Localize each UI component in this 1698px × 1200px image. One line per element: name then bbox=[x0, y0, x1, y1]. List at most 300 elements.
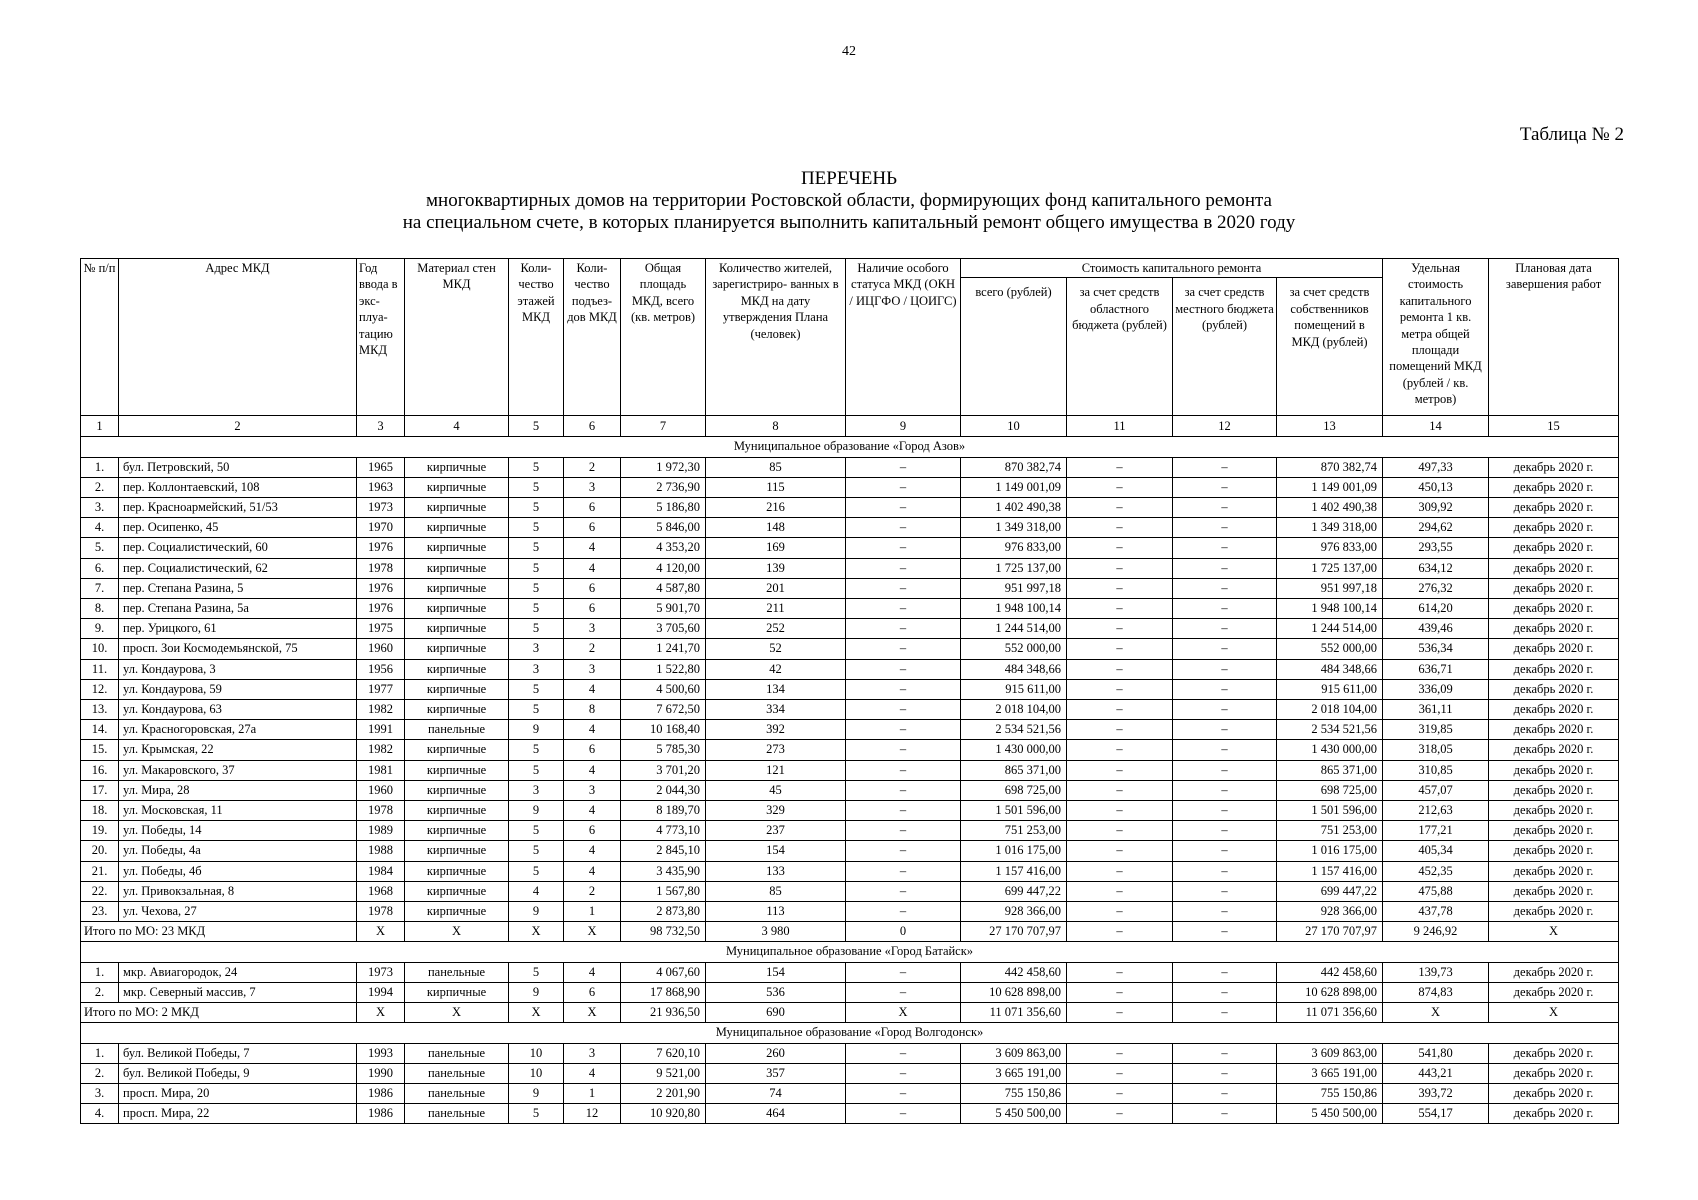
col-number: 9 bbox=[846, 416, 961, 437]
table-cell: – bbox=[846, 962, 961, 982]
table-cell: 14. bbox=[81, 720, 119, 740]
table-cell: пер. Степана Разина, 5 bbox=[119, 578, 357, 598]
table-cell: 169 bbox=[706, 538, 846, 558]
table-cell: – bbox=[1067, 801, 1173, 821]
table-cell: декабрь 2020 г. bbox=[1489, 659, 1619, 679]
table-cell: – bbox=[1173, 982, 1277, 1002]
table-cell: декабрь 2020 г. bbox=[1489, 982, 1619, 1002]
table-cell: 442 458,60 bbox=[961, 962, 1067, 982]
table-row bbox=[81, 578, 1619, 598]
table-cell: – bbox=[846, 1083, 961, 1103]
table-cell: 154 bbox=[706, 962, 846, 982]
table-cell: декабрь 2020 г. bbox=[1489, 740, 1619, 760]
total-cell: X bbox=[1489, 1003, 1619, 1023]
table-cell: 1 157 416,00 bbox=[1277, 861, 1383, 881]
table-row bbox=[81, 902, 1619, 922]
table-cell: ул. Чехова, 27 bbox=[119, 902, 357, 922]
table-cell: – bbox=[1067, 477, 1173, 497]
table-cell: 294,62 bbox=[1383, 518, 1489, 538]
header-c1: № п/п bbox=[81, 259, 119, 416]
total-label: Итого по МО: 2 МКД bbox=[81, 1003, 357, 1023]
table-cell: 2. bbox=[81, 1063, 119, 1083]
table-cell: – bbox=[1067, 639, 1173, 659]
table-cell: – bbox=[846, 700, 961, 720]
table-cell: – bbox=[1173, 477, 1277, 497]
table-cell: 1986 bbox=[357, 1104, 405, 1124]
table-cell: 1978 bbox=[357, 558, 405, 578]
table-cell: декабрь 2020 г. bbox=[1489, 902, 1619, 922]
table-row bbox=[81, 659, 1619, 679]
table-cell: 2 845,10 bbox=[621, 841, 706, 861]
table-cell: 1978 bbox=[357, 902, 405, 922]
table-cell: – bbox=[1067, 780, 1173, 800]
table-cell: 4 bbox=[564, 841, 621, 861]
table-cell: – bbox=[846, 1104, 961, 1124]
header-c13: за счет средств собственников помещений в МКД (рублей) bbox=[1277, 278, 1383, 416]
table-cell: 865 371,00 bbox=[1277, 760, 1383, 780]
table-cell: – bbox=[846, 1043, 961, 1063]
table-cell: – bbox=[1173, 659, 1277, 679]
table-cell: пер. Социалистический, 60 bbox=[119, 538, 357, 558]
section-title: Муниципальное образование «Город Волгодонск» bbox=[81, 1023, 1619, 1043]
table-cell: декабрь 2020 г. bbox=[1489, 821, 1619, 841]
table-cell: 5 bbox=[509, 498, 564, 518]
table-cell: – bbox=[846, 498, 961, 518]
table-cell: декабрь 2020 г. bbox=[1489, 962, 1619, 982]
table-cell: – bbox=[1067, 1043, 1173, 1063]
table-cell: 1990 bbox=[357, 1063, 405, 1083]
table-cell: 541,80 bbox=[1383, 1043, 1489, 1063]
table-cell: пер. Коллонтаевский, 108 bbox=[119, 477, 357, 497]
table-cell: 10 628 898,00 bbox=[1277, 982, 1383, 1002]
table-cell: – bbox=[846, 982, 961, 1002]
table-cell: 23. bbox=[81, 902, 119, 922]
table-cell: ул. Крымская, 22 bbox=[119, 740, 357, 760]
table-cell: 8 189,70 bbox=[621, 801, 706, 821]
table-cell: кирпичные bbox=[405, 498, 509, 518]
table-cell: 4 500,60 bbox=[621, 679, 706, 699]
table-cell: 4 bbox=[564, 801, 621, 821]
table-cell: бул. Великой Победы, 9 bbox=[119, 1063, 357, 1083]
table-cell: 4 120,00 bbox=[621, 558, 706, 578]
table-cell: 10 bbox=[509, 1043, 564, 1063]
table-cell: 1991 bbox=[357, 720, 405, 740]
table-cell: 21. bbox=[81, 861, 119, 881]
table-cell: 536,34 bbox=[1383, 639, 1489, 659]
table-cell: 1989 bbox=[357, 821, 405, 841]
table-cell: – bbox=[1173, 639, 1277, 659]
table-cell: – bbox=[1067, 558, 1173, 578]
table-cell: 3 bbox=[509, 659, 564, 679]
table-cell: 3 bbox=[564, 477, 621, 497]
table-cell: – bbox=[846, 679, 961, 699]
table-cell: 5 bbox=[509, 599, 564, 619]
column-number-row bbox=[81, 416, 1619, 437]
section-title: Муниципальное образование «Город Азов» bbox=[81, 437, 1619, 457]
table-cell: 154 bbox=[706, 841, 846, 861]
table-cell: 1 bbox=[564, 1083, 621, 1103]
table-cell: – bbox=[1173, 1083, 1277, 1103]
table-cell: – bbox=[846, 578, 961, 598]
table-cell: 443,21 bbox=[1383, 1063, 1489, 1083]
total-row bbox=[81, 922, 1619, 942]
table-cell: 1 016 175,00 bbox=[1277, 841, 1383, 861]
table-cell: 293,55 bbox=[1383, 538, 1489, 558]
title-line-3: на специальном счете, в которых планируется выполнить капитальный ремонт общего имущества в 2020 году bbox=[402, 212, 1296, 233]
table-cell: 1 241,70 bbox=[621, 639, 706, 659]
table-cell: ул. Московская, 11 bbox=[119, 801, 357, 821]
table-cell: 951 997,18 bbox=[1277, 578, 1383, 598]
col-number: 3 bbox=[357, 416, 405, 437]
table-cell: декабрь 2020 г. bbox=[1489, 538, 1619, 558]
total-cell: X bbox=[564, 922, 621, 942]
table-cell: 1976 bbox=[357, 538, 405, 558]
table-cell: 121 bbox=[706, 760, 846, 780]
table-cell: 865 371,00 bbox=[961, 760, 1067, 780]
table-cell: 928 366,00 bbox=[1277, 902, 1383, 922]
table-cell: 4 bbox=[564, 962, 621, 982]
table-cell: – bbox=[1067, 821, 1173, 841]
total-cell: – bbox=[1173, 1003, 1277, 1023]
table-cell: 5 bbox=[509, 457, 564, 477]
col-number: 12 bbox=[1173, 416, 1277, 437]
table-cell: – bbox=[1067, 659, 1173, 679]
table-cell: 5 bbox=[509, 679, 564, 699]
table-cell: кирпичные bbox=[405, 619, 509, 639]
table-cell: 4. bbox=[81, 518, 119, 538]
table-cell: 4 bbox=[564, 861, 621, 881]
table-cell: пер. Социалистический, 62 bbox=[119, 558, 357, 578]
header-c3: Год ввода в экс- плуа- тацию МКД bbox=[357, 259, 405, 416]
col-number: 5 bbox=[509, 416, 564, 437]
table-cell: 6 bbox=[564, 821, 621, 841]
table-cell: панельные bbox=[405, 1104, 509, 1124]
table-row bbox=[81, 841, 1619, 861]
table-cell: 2 bbox=[564, 881, 621, 901]
table-cell: кирпичные bbox=[405, 578, 509, 598]
table-cell: 9 bbox=[509, 720, 564, 740]
table-cell: – bbox=[1067, 902, 1173, 922]
table-cell: 3 705,60 bbox=[621, 619, 706, 639]
table-cell: 2 873,80 bbox=[621, 902, 706, 922]
table-cell: – bbox=[1067, 700, 1173, 720]
table-cell: 2 534 521,56 bbox=[961, 720, 1067, 740]
table-cell: 5 bbox=[509, 740, 564, 760]
table-cell: 405,34 bbox=[1383, 841, 1489, 861]
table-cell: – bbox=[846, 861, 961, 881]
table-cell: – bbox=[846, 659, 961, 679]
table-row bbox=[81, 821, 1619, 841]
table-cell: ул. Мира, 28 bbox=[119, 780, 357, 800]
table-cell: 4 bbox=[564, 538, 621, 558]
table-cell: 1981 bbox=[357, 760, 405, 780]
total-cell: – bbox=[1067, 922, 1173, 942]
table-cell: 2 736,90 bbox=[621, 477, 706, 497]
table-cell: 3 bbox=[564, 1043, 621, 1063]
table-cell: 6 bbox=[564, 599, 621, 619]
table-cell: декабрь 2020 г. bbox=[1489, 477, 1619, 497]
table-cell: 1 948 100,14 bbox=[1277, 599, 1383, 619]
table-cell: 5 bbox=[509, 841, 564, 861]
table-cell: 1 522,80 bbox=[621, 659, 706, 679]
table-cell: 177,21 bbox=[1383, 821, 1489, 841]
table-row bbox=[81, 558, 1619, 578]
table-cell: 1 402 490,38 bbox=[961, 498, 1067, 518]
table-cell: 3. bbox=[81, 498, 119, 518]
table-cell: – bbox=[1173, 700, 1277, 720]
table-row bbox=[81, 599, 1619, 619]
table-cell: – bbox=[846, 780, 961, 800]
table-row bbox=[81, 881, 1619, 901]
table-cell: 113 bbox=[706, 902, 846, 922]
table-cell: 6 bbox=[564, 518, 621, 538]
table-cell: 310,85 bbox=[1383, 760, 1489, 780]
table-cell: 870 382,74 bbox=[1277, 457, 1383, 477]
table-cell: – bbox=[1067, 619, 1173, 639]
table-cell: – bbox=[846, 457, 961, 477]
table-cell: 3 bbox=[509, 780, 564, 800]
table-cell: 12 bbox=[564, 1104, 621, 1124]
table-cell: 16. bbox=[81, 760, 119, 780]
table-cell: 148 bbox=[706, 518, 846, 538]
table-cell: 870 382,74 bbox=[961, 457, 1067, 477]
table-cell: 11. bbox=[81, 659, 119, 679]
table-cell: кирпичные bbox=[405, 700, 509, 720]
table-cell: – bbox=[1173, 740, 1277, 760]
table-cell: 1973 bbox=[357, 498, 405, 518]
table-cell: – bbox=[846, 1063, 961, 1083]
table-cell: бул. Великой Победы, 7 bbox=[119, 1043, 357, 1063]
table-cell: 1 149 001,09 bbox=[961, 477, 1067, 497]
table-cell: декабрь 2020 г. bbox=[1489, 841, 1619, 861]
table-cell: кирпичные bbox=[405, 659, 509, 679]
table-cell: 699 447,22 bbox=[1277, 881, 1383, 901]
total-cell: 690 bbox=[706, 1003, 846, 1023]
table-cell: 1 501 596,00 bbox=[1277, 801, 1383, 821]
table-cell: декабрь 2020 г. bbox=[1489, 1063, 1619, 1083]
total-cell: 27 170 707,97 bbox=[961, 922, 1067, 942]
table-cell: ул. Кондаурова, 3 bbox=[119, 659, 357, 679]
table-cell: декабрь 2020 г. bbox=[1489, 599, 1619, 619]
table-cell: 3 bbox=[564, 659, 621, 679]
table-cell: просп. Мира, 20 bbox=[119, 1083, 357, 1103]
table-row bbox=[81, 861, 1619, 881]
table-cell: 452,35 bbox=[1383, 861, 1489, 881]
table-cell: 393,72 bbox=[1383, 1083, 1489, 1103]
table-cell: 5. bbox=[81, 538, 119, 558]
table-cell: 536 bbox=[706, 982, 846, 1002]
table-cell: 85 bbox=[706, 457, 846, 477]
table-cell: 4 773,10 bbox=[621, 821, 706, 841]
table-cell: 45 bbox=[706, 780, 846, 800]
table-cell: 2 201,90 bbox=[621, 1083, 706, 1103]
table-cell: 4 bbox=[564, 1063, 621, 1083]
table-cell: 361,11 bbox=[1383, 700, 1489, 720]
table-cell: 1 948 100,14 bbox=[961, 599, 1067, 619]
table-cell: 1 bbox=[564, 902, 621, 922]
table-cell: 334 bbox=[706, 700, 846, 720]
table-cell: – bbox=[1173, 902, 1277, 922]
table-cell: 5 bbox=[509, 578, 564, 598]
table-cell: декабрь 2020 г. bbox=[1489, 861, 1619, 881]
table-cell: 9 bbox=[509, 902, 564, 922]
table-cell: кирпичные bbox=[405, 639, 509, 659]
table-row bbox=[81, 1083, 1619, 1103]
table-cell: 5 450 500,00 bbox=[1277, 1104, 1383, 1124]
table-cell: кирпичные bbox=[405, 821, 509, 841]
col-number: 7 bbox=[621, 416, 706, 437]
table-cell: 1 725 137,00 bbox=[961, 558, 1067, 578]
table-cell: 1 430 000,00 bbox=[1277, 740, 1383, 760]
table-cell: – bbox=[1173, 760, 1277, 780]
page-number: 42 bbox=[842, 44, 856, 59]
table-cell: 85 bbox=[706, 881, 846, 901]
table-cell: – bbox=[846, 760, 961, 780]
table-cell: 2 bbox=[564, 639, 621, 659]
table-cell: бул. Петровский, 50 bbox=[119, 457, 357, 477]
table-cell: 336,09 bbox=[1383, 679, 1489, 699]
header-c10: всего (рублей) bbox=[961, 278, 1067, 416]
table-cell: 464 bbox=[706, 1104, 846, 1124]
table-cell: 1 149 001,09 bbox=[1277, 477, 1383, 497]
table-row bbox=[81, 1104, 1619, 1124]
table-cell: – bbox=[1173, 780, 1277, 800]
table-cell: мкр. Авиагородок, 24 bbox=[119, 962, 357, 982]
header-c9: Наличие особого статуса МКД (ОКН / ИЦГФО / ЦОИГС) bbox=[846, 259, 961, 416]
table-cell: 976 833,00 bbox=[961, 538, 1067, 558]
col-number: 14 bbox=[1383, 416, 1489, 437]
table-cell: 4 bbox=[564, 558, 621, 578]
table-cell: – bbox=[1173, 1104, 1277, 1124]
table-cell: кирпичные bbox=[405, 902, 509, 922]
document-title bbox=[0, 168, 1698, 234]
table-cell: – bbox=[1173, 457, 1277, 477]
table-cell: – bbox=[846, 639, 961, 659]
table-cell: 4 bbox=[509, 881, 564, 901]
total-cell: X bbox=[564, 1003, 621, 1023]
table-cell: 1 349 318,00 bbox=[961, 518, 1067, 538]
title-line-2: многоквартирных домов на территории Ростовской области, формирующих фонд капитального ремонта bbox=[426, 190, 1272, 211]
table-cell: 1. bbox=[81, 457, 119, 477]
table-cell: мкр. Северный массив, 7 bbox=[119, 982, 357, 1002]
table-cell: – bbox=[1067, 578, 1173, 598]
table-cell: пер. Красноармейский, 51/53 bbox=[119, 498, 357, 518]
table-cell: 139 bbox=[706, 558, 846, 578]
table-cell: – bbox=[846, 558, 961, 578]
table-cell: ул. Победы, 4а bbox=[119, 841, 357, 861]
table-cell: кирпичные bbox=[405, 518, 509, 538]
table-cell: 329 bbox=[706, 801, 846, 821]
table-cell: 1984 bbox=[357, 861, 405, 881]
table-cell: 4 bbox=[564, 720, 621, 740]
table-cell: 1988 bbox=[357, 841, 405, 861]
table-cell: 4 067,60 bbox=[621, 962, 706, 982]
table-cell: 951 997,18 bbox=[961, 578, 1067, 598]
table-cell: 2 018 104,00 bbox=[1277, 700, 1383, 720]
table-cell: 928 366,00 bbox=[961, 902, 1067, 922]
table-cell: ул. Кондаурова, 63 bbox=[119, 700, 357, 720]
table-cell: 4 bbox=[564, 679, 621, 699]
table-cell: кирпичные bbox=[405, 558, 509, 578]
table-row bbox=[81, 538, 1619, 558]
table-row bbox=[81, 498, 1619, 518]
table-cell: 18. bbox=[81, 801, 119, 821]
table-cell: 318,05 bbox=[1383, 740, 1489, 760]
table-cell: 1 157 416,00 bbox=[961, 861, 1067, 881]
table-cell: 1 725 137,00 bbox=[1277, 558, 1383, 578]
table-cell: 260 bbox=[706, 1043, 846, 1063]
table-cell: 484 348,66 bbox=[961, 659, 1067, 679]
table-cell: 237 bbox=[706, 821, 846, 841]
table-cell: 3 435,90 bbox=[621, 861, 706, 881]
table-cell: кирпичные bbox=[405, 740, 509, 760]
table-cell: – bbox=[1067, 760, 1173, 780]
table-cell: 15. bbox=[81, 740, 119, 760]
table-cell: 9 521,00 bbox=[621, 1063, 706, 1083]
table-cell: 10 920,80 bbox=[621, 1104, 706, 1124]
table-cell: 5 bbox=[509, 558, 564, 578]
table-cell: 8. bbox=[81, 599, 119, 619]
table-cell: 2. bbox=[81, 982, 119, 1002]
table-cell: 3 665 191,00 bbox=[1277, 1063, 1383, 1083]
table-cell: 1. bbox=[81, 962, 119, 982]
table-cell: кирпичные bbox=[405, 477, 509, 497]
header-c12: за счет средств местного бюджета (рублей) bbox=[1173, 278, 1277, 416]
table-label: Таблица № 2 bbox=[1519, 124, 1624, 145]
section-header-row bbox=[81, 942, 1619, 962]
total-cell: 11 071 356,60 bbox=[1277, 1003, 1383, 1023]
table-cell: 1956 bbox=[357, 659, 405, 679]
table-cell: 276,32 bbox=[1383, 578, 1489, 598]
table-cell: 1965 bbox=[357, 457, 405, 477]
total-cell: 9 246,92 bbox=[1383, 922, 1489, 942]
table-cell: 457,07 bbox=[1383, 780, 1489, 800]
header-c2: Адрес МКД bbox=[119, 259, 357, 416]
table-row bbox=[81, 720, 1619, 740]
col-number: 11 bbox=[1067, 416, 1173, 437]
total-cell: – bbox=[1067, 1003, 1173, 1023]
total-cell: 98 732,50 bbox=[621, 922, 706, 942]
table-cell: – bbox=[1067, 1083, 1173, 1103]
table-cell: 1986 bbox=[357, 1083, 405, 1103]
table-cell: 552 000,00 bbox=[1277, 639, 1383, 659]
table-cell: кирпичные bbox=[405, 881, 509, 901]
table-cell: 475,88 bbox=[1383, 881, 1489, 901]
table-cell: ул. Победы, 4б bbox=[119, 861, 357, 881]
table-cell: – bbox=[846, 720, 961, 740]
header-c7: Общая площадь МКД, всего (кв. метров) bbox=[621, 259, 706, 416]
col-number: 2 bbox=[119, 416, 357, 437]
col-number: 8 bbox=[706, 416, 846, 437]
col-number: 10 bbox=[961, 416, 1067, 437]
table-cell: 1963 bbox=[357, 477, 405, 497]
table-cell: 5 186,80 bbox=[621, 498, 706, 518]
total-cell: X bbox=[405, 1003, 509, 1023]
table-row bbox=[81, 457, 1619, 477]
table-cell: кирпичные bbox=[405, 780, 509, 800]
table-cell: декабрь 2020 г. bbox=[1489, 801, 1619, 821]
table-cell: 1968 bbox=[357, 881, 405, 901]
table-cell: 1 244 514,00 bbox=[961, 619, 1067, 639]
table-row bbox=[81, 760, 1619, 780]
table-row bbox=[81, 1043, 1619, 1063]
table-cell: – bbox=[1067, 498, 1173, 518]
total-cell: X bbox=[357, 1003, 405, 1023]
table-cell: 1 501 596,00 bbox=[961, 801, 1067, 821]
table-cell: кирпичные bbox=[405, 982, 509, 1002]
table-cell: 5 901,70 bbox=[621, 599, 706, 619]
table-row bbox=[81, 518, 1619, 538]
